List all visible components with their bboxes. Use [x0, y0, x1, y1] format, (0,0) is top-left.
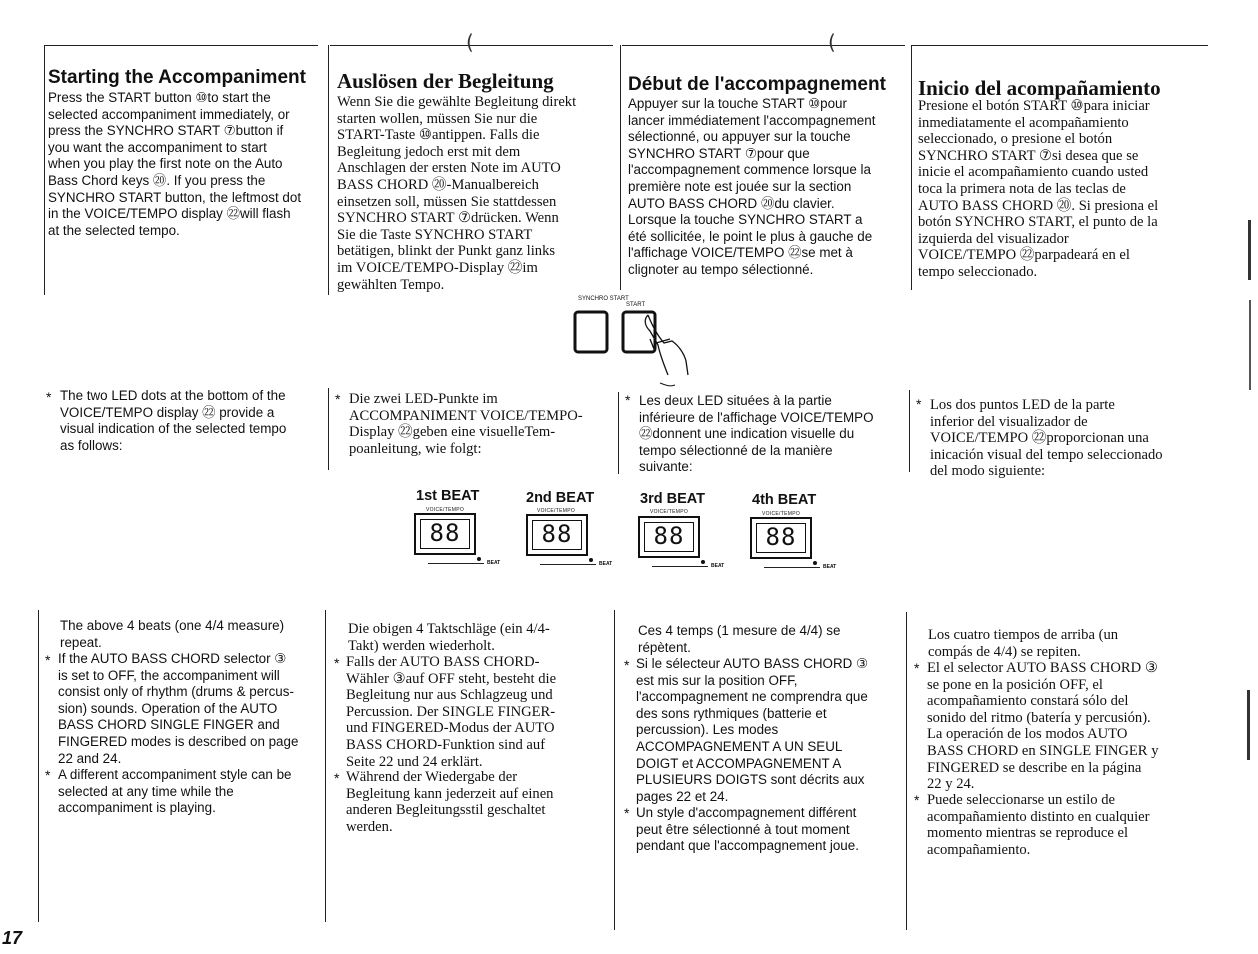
voice-tempo-display-3 [638, 516, 700, 558]
leader-line-2 [540, 564, 596, 565]
note3-fr: Un style d'accompagnement différent peut être sélectionné à tout moment pendant que l'accompagnement joue. [636, 805, 859, 854]
display-digits-3: 88 [644, 522, 694, 552]
synchro-start-label: SYNCHRO START [578, 296, 629, 302]
synchro-start-button [575, 312, 607, 352]
beat-label-4: 4th BEAT [752, 492, 817, 508]
beat-small-3: BEAT [711, 563, 725, 569]
note3-en: A different accompaniment style can be selected at any time while the accompaniment is playing. [58, 767, 292, 816]
beat-label-1: 1st BEAT [416, 488, 480, 504]
led-dot-4 [813, 561, 817, 565]
intro-es: Presione el botón START ⑩para iniciar inmediatamente el acompañamiento seleccionado, o presione el botón SYNCHRO START ⑦si desea que se inicie el acompañamiento cuando usted toca la primera nota de las teclas de AUTO BASS CHORD ⑳. Si presiona el botón SYNCHRO START, el punto de la izquierda del visualizador VOICE/TEMPO ㉒parpadeará en el tempo seleccionado. [918, 98, 1159, 280]
led-dot-2 [589, 558, 593, 562]
display-label-4: VOICE/TEMPO [762, 511, 801, 517]
col-divider-1c [38, 610, 39, 922]
title-en: Starting the Accompaniment [48, 67, 306, 88]
header-rule-es [912, 45, 1208, 46]
header-rule-fr [622, 45, 905, 46]
col-divider-4b [909, 390, 910, 472]
bullet-en-2: * [45, 652, 51, 668]
display-digits-4: 88 [756, 523, 806, 553]
leader-line-4 [764, 567, 820, 568]
leader-line-3 [652, 566, 708, 567]
page-number: 17 [2, 928, 23, 948]
beat-small-1: BEAT [487, 560, 501, 566]
voice-tempo-display-2 [526, 514, 588, 556]
bullet-fr-1: * [625, 392, 631, 408]
col-divider-4c [906, 612, 907, 930]
intro-fr: Appuyer sur la touche START ⑩pour lancer immédiatement l'accompagnement sélectionné, ou appuyer sur la touche SYNCHRO START ⑦pour que l'accompagnement commence lorsque la première note est jouée sur la section AUTO BASS CHORD ⑳du clavier. Lorsque la touche SYNCHRO START a été sollicitée, le point le plus à gauche de l'affichage VOICE/TEMPO ㉒se met à clignoter au tempo sélectionné. [628, 96, 876, 277]
led-dot-1 [477, 557, 481, 561]
note3-es: Puede seleccionarse un estilo de acompañamiento distinto en cualquier momento mientras se reproduce el acompañamiento. [927, 792, 1150, 858]
led-note-de: Die zwei LED-Punkte im ACCOMPANIMENT VOICE/TEMPO- Display ㉒geben eine visuelleTem- poanleitung, wie folgt: [349, 391, 583, 457]
display-label-3: VOICE/TEMPO [650, 509, 689, 515]
header-rule-en [44, 45, 318, 46]
beat-small-4: BEAT [823, 564, 837, 570]
start-label: START [626, 302, 646, 308]
note2-fr: Si le sélecteur AUTO BASS CHORD ③ est mis sur la position OFF, l'accompagnement ne comprendra que des sons rythmiques (batterie et percussion). Les modes ACCOMPAGNEMENT A UN SEUL DOIGT et ACCOMPAGNEMENT A PLUSIEURS DOIGTS sont décrits aux pages 22 et 24. [636, 656, 869, 804]
voice-tempo-display-1 [414, 513, 476, 555]
beat-label-3: 3rd BEAT [640, 491, 705, 507]
scan-edge-mark-1 [1248, 220, 1251, 280]
beat-small-2: BEAT [599, 561, 613, 567]
bullet-es-1: * [916, 396, 922, 412]
note2-de: Falls der AUTO BASS CHORD- Wähler ③auf OFF steht, besteht die Begleitung nur aus Schlagzeug und Percussion. Der SINGLE FINGER- und FINGERED-Modus der AUTO BASS CHORD-Funktion sind auf Seite 22 und 24 erklärt. [346, 654, 557, 770]
binding-mark-right: ( [828, 30, 836, 54]
note3-de: Während der Wiedergabe der Begleitung kann jederzeit auf einen anderen Begleitungsstil geschaltet werden. [346, 769, 554, 835]
repeat-de: Die obigen 4 Taktschläge (ein 4/4- Takt) werden wiederholt. [348, 621, 550, 654]
bullet-fr-2: * [624, 657, 630, 673]
bullet-en-1: * [46, 389, 52, 405]
col-divider-2a [328, 45, 329, 295]
col-divider-4a [911, 45, 912, 290]
col-divider-3b [618, 392, 619, 474]
display-digits-1: 88 [420, 519, 470, 549]
repeat-es: Los cuatro tiempos de arriba (un compás de 4/4) se repiten. [928, 627, 1119, 660]
note2-en: If the AUTO BASS CHORD selector ③ is set to OFF, the accompaniment will consist only of rhythm (drums & percus- sion) sounds. Operation of the AUTO BASS CHORD SINGLE FINGER and FINGERED modes is described on page 22 and 24. [58, 651, 299, 766]
note2-es: El el selector AUTO BASS CHORD ③ se pone en la posición OFF, el acompañamiento constará sólo del sonido del ritmo (batería y percusión). La operación de los modos AUTO BASS CHORD en SINGLE FINGER y FINGERED se describe en la página 22 y 24. [927, 660, 1159, 793]
bullet-en-3: * [45, 767, 51, 783]
intro-de: Wenn Sie die gewählte Begleitung direkt starten wollen, müssen Sie nur die START-Taste ⑩antippen. Falls die Begleitung jedoch erst mit dem Anschlagen der ersten Note im AUTO BASS CHORD ⑳-Manualbereich einsetzen soll, müssen Sie stattdessen SYNCHRO START ⑦drücken. Wenn Sie die Taste SYNCHRO START betätigen, blinkt der Punkt ganz links im VOICE/TEMPO-Display ㉒im gewählten Tempo. [337, 94, 577, 293]
title-de: Auslösen der Begleitung [337, 69, 554, 93]
title-es: Inicio del acompañamiento [918, 76, 1161, 100]
bullet-de-2: * [334, 655, 340, 671]
intro-en: Press the START button ⑩to start the selected accompaniment immediately, or press the SYNCHRO START ⑦button if you want the accompaniment to start when you play the first note on the Auto Bass Chord keys ⑳. If you press the SYNCHRO START button, the leftmost dot in the VOICE/TEMPO display ㉒will flash at the selected tempo. [48, 90, 302, 238]
col-divider-1a [44, 45, 45, 295]
repeat-en: The above 4 beats (one 4/4 measure) repeat. [60, 618, 285, 650]
display-digits-2: 88 [532, 520, 582, 550]
title-fr: Début de l'accompagnement [628, 74, 886, 95]
button-illustration [560, 305, 710, 395]
led-note-fr: Les deux LED situées à la partie inférieure de l'affichage VOICE/TEMPO ㉒donnent une indication visuelle du tempo sélectionné de la manière suivante: [639, 393, 874, 475]
col-divider-2b [328, 388, 329, 470]
scan-edge-mark-3 [1247, 690, 1250, 760]
scan-edge-mark-2 [1249, 300, 1251, 390]
leader-line-1 [428, 563, 484, 564]
bullet-de-1: * [335, 391, 341, 407]
led-note-es: Los dos puntos LED de la parte inferior del visualizador de VOICE/TEMPO ㉒proporcionan una inicación visual del tempo seleccionado del modo siguiente: [930, 397, 1163, 480]
bullet-fr-3: * [624, 805, 630, 821]
display-label-1: VOICE/TEMPO [426, 507, 465, 513]
led-note-en: The two LED dots at the bottom of the VOICE/TEMPO display ㉒ provide a visual indication of the selected tempo as follows: [60, 388, 287, 453]
repeat-fr: Ces 4 temps (1 mesure de 4/4) se répètent. [638, 623, 841, 655]
col-divider-3a [620, 45, 621, 290]
beat-label-2: 2nd BEAT [526, 490, 595, 506]
col-divider-3c [614, 610, 615, 930]
display-label-2: VOICE/TEMPO [537, 508, 576, 514]
led-dot-3 [701, 560, 705, 564]
pressing-finger-icon [645, 315, 688, 375]
bullet-es-3: * [914, 792, 920, 808]
binding-mark-left: ( [466, 30, 474, 54]
bullet-es-2: * [914, 660, 920, 676]
voice-tempo-display-4 [750, 517, 812, 559]
col-divider-2c [325, 610, 326, 922]
bullet-de-3: * [334, 770, 340, 786]
